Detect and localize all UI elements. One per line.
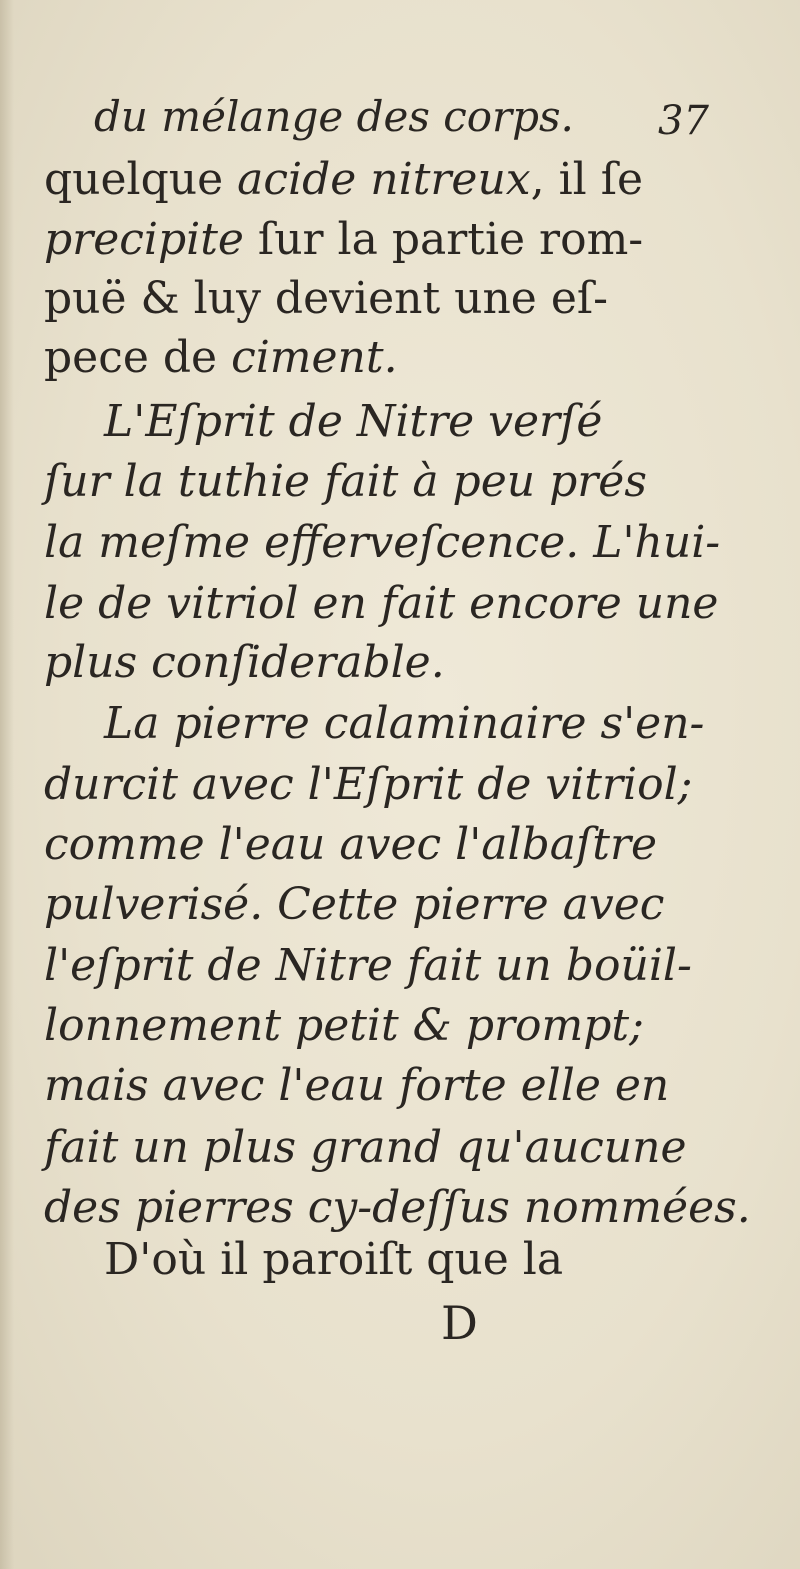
text-line-18: des pierres cy-deſſus nommées. <box>44 1182 751 1233</box>
text-line-15: lonnement petit & prompt; <box>44 1000 644 1051</box>
signature-mark: D <box>441 1296 478 1350</box>
text-line-14: l'eſprit de Nitre fait un boüil- <box>44 940 692 991</box>
page-gutter-shadow <box>0 0 14 1569</box>
text-line-1: quelque acide nitreux, il ſe <box>44 154 644 205</box>
text-line-6: ſur la tuthie fait à peu prés <box>44 456 647 507</box>
text-line-2: precipite ſur la partie rom- <box>44 214 644 265</box>
page-number: 37 <box>658 98 709 144</box>
running-title: du mélange des corps. <box>94 92 574 141</box>
text-line-4: pece de ciment. <box>44 332 398 383</box>
text-line-5: L'Eſprit de Nitre verſé <box>104 396 603 447</box>
text-line-11: durcit avec l'Eſprit de vitriol; <box>44 759 693 810</box>
text-line-13: pulverisé. Cette pierre avec <box>44 879 665 930</box>
text-line-7: la meſme efferveſcence. L'hui- <box>44 517 721 568</box>
text-line-9: plus conſiderable. <box>44 637 445 688</box>
text-line-3: puë & luy devient une eſ- <box>44 273 609 324</box>
text-line-8: le de vitriol en fait encore une <box>44 578 719 629</box>
text-line-17: fait un plus grand qu'aucune <box>44 1122 687 1173</box>
text-line-16: mais avec l'eau forte elle en <box>44 1060 670 1111</box>
text-line-10: La pierre calaminaire s'en- <box>104 698 705 749</box>
text-line-12: comme l'eau avec l'albaſtre <box>44 819 658 870</box>
text-line-19: D'où il paroiſt que la <box>104 1234 564 1285</box>
